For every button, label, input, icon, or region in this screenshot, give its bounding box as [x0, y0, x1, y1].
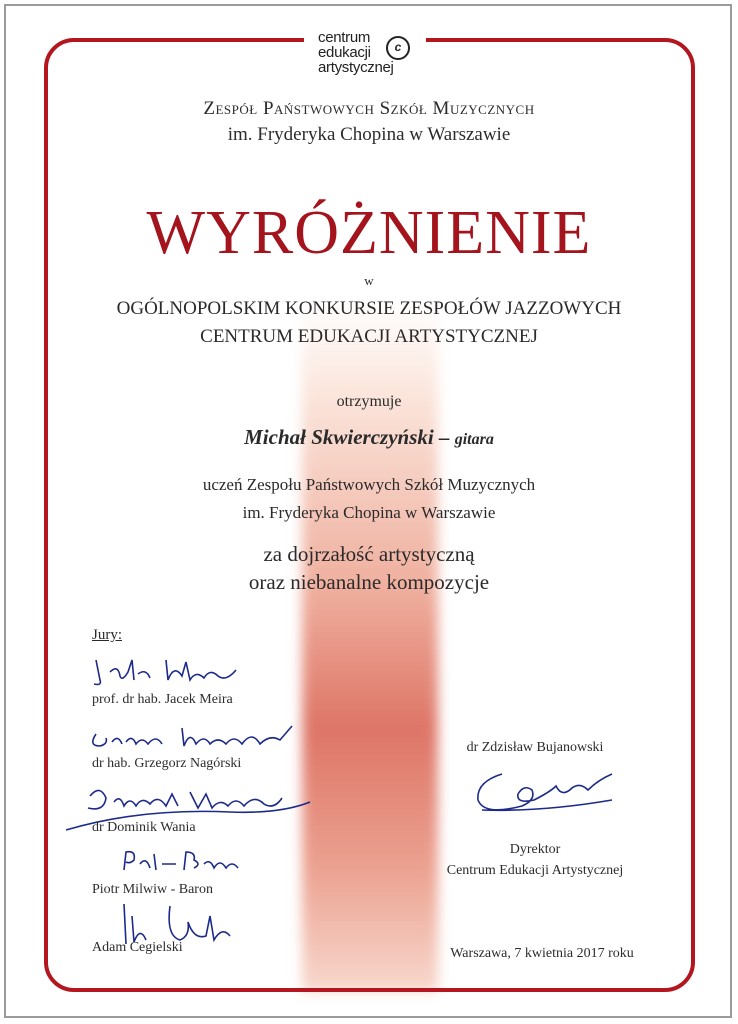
cea-logo [304, 24, 426, 82]
jury-member-2: dr hab. Grzegorz Nagórski [92, 756, 242, 771]
recipient-name: Michał Skwierczyński [244, 425, 434, 449]
signature-piotr-baron [116, 846, 246, 876]
director-name: dr Zdzisław Bujanowski [466, 740, 604, 755]
reason-line2: oraz niebanalne kompozycje [248, 570, 490, 594]
jury-member-1: prof. dr hab. Jacek Meira [92, 692, 233, 707]
logo-text-line2: edukacji [318, 44, 371, 61]
place-date: Warszawa, 7 kwietnia 2017 roku [450, 946, 634, 961]
jury-member-5: Adam Cegielski [92, 940, 183, 955]
jury-member-3: dr Dominik Wania [92, 820, 196, 835]
director-institution: Centrum Edukacji Artystycznej [446, 863, 624, 878]
competition-line1: OGÓLNOPOLSKIM KONKURSIE ZESPOŁÓW JAZZOWYCH [116, 298, 622, 319]
student-line2: im. Fryderyka Chopina w Warszawie [242, 503, 496, 522]
recipient-instrument: gitara [454, 431, 494, 448]
director-role: Dyrektor [509, 842, 561, 857]
reason-line1: za dojrzałość artystyczną [263, 542, 475, 566]
jury-member-4: Piotr Milwiw - Baron [92, 882, 213, 897]
signature-director [462, 760, 632, 820]
preposition: w [364, 273, 374, 288]
signature-jacek-meira [88, 650, 248, 690]
logo-text-line3: artystycznej [318, 59, 394, 76]
school-name: Zespół Państwowych Szkół Muzycznych [203, 98, 535, 119]
certificate-title: WYRÓŻNIENIE [146, 199, 592, 267]
signature-grzegorz-nagorski [86, 716, 316, 756]
jury-label: Jury: [92, 627, 122, 643]
cea-mark-icon: c [386, 36, 410, 60]
recipient [0, 425, 738, 450]
school-subtitle: im. Fryderyka Chopina w Warszawie [227, 124, 511, 145]
receives-label: otrzymuje [336, 393, 402, 410]
competition-line2: CENTRUM EDUKACJI ARTYSTYCZNEJ [200, 326, 538, 347]
logo-text-line1: centrum [318, 29, 371, 46]
student-line1: uczeń Zespołu Państwowych Szkół Muzycznych [202, 475, 536, 494]
recipient-separator: – [433, 425, 455, 449]
